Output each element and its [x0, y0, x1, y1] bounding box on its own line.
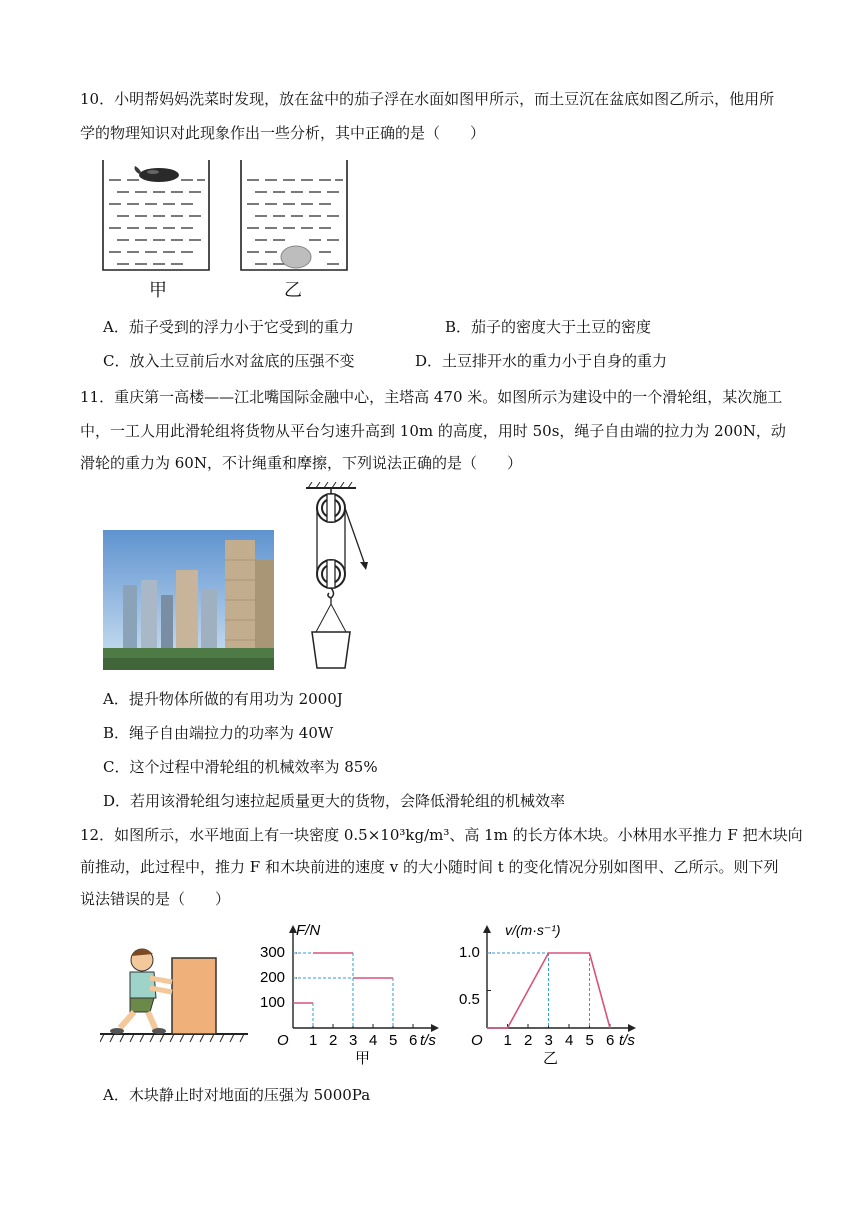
pulley-system-figure [296, 482, 376, 672]
chart-f-xtick-label: 1 [309, 1032, 318, 1049]
q10-option-b[interactable]: B．茄子的密度大于土豆的密度 [445, 318, 652, 336]
chart-f-xlabel: t/s [420, 1032, 436, 1049]
chart-f-xtick-label: 6 [409, 1032, 418, 1049]
q10-basins-figure [95, 158, 360, 303]
chart-v-x-axis-arrow [628, 1024, 636, 1032]
q10-figure-label-b: 乙 [284, 280, 302, 301]
chart-f-xtick-label: 2 [329, 1032, 338, 1049]
chart-f-ytick-300: 300 [260, 944, 286, 961]
chart-v-xtick-label: 3 [544, 1032, 553, 1049]
boy-pushing-block-figure [100, 938, 250, 1048]
chart-v-xtick-label: 4 [565, 1032, 574, 1049]
q12-option-a[interactable]: A．木块静止时对地面的压强为 5000Pa [103, 1086, 371, 1104]
chart-f-caption: 甲 [355, 1050, 371, 1065]
chart-v-xlabel: t/s [619, 1032, 635, 1049]
boy-icon [110, 948, 172, 1034]
skyscraper-photo [103, 530, 274, 670]
chart-f-xtick-label: 4 [369, 1032, 378, 1049]
force-time-chart [255, 915, 445, 1065]
basin-b [241, 160, 347, 270]
q11-option-a[interactable]: A．提升物体所做的有用功为 2000J [103, 690, 343, 708]
q11-line-2: 中，一工人用此滑轮组将货物从平台匀速升高到 10m 的高度，用时 50s，绳子自由端的拉力为 200N，动 [80, 422, 786, 440]
chart-f-ytick-200: 200 [260, 969, 286, 986]
velocity-time-chart [455, 915, 645, 1065]
q10-line-2: 学的物理知识对此现象作出一些分析，其中正确的是（ ） [80, 124, 486, 142]
q11-option-c[interactable]: C．这个过程中滑轮组的机械效率为 85% [103, 758, 378, 776]
chart-f-xtick-label: 5 [389, 1032, 398, 1049]
chart-v-ytick-1.0: 1.0 [459, 944, 480, 961]
chart-v-xtick-label: 1 [503, 1032, 512, 1049]
chart-f-x-axis-arrow [431, 1024, 439, 1032]
q10-option-c[interactable]: C．放入土豆前后水对盆底的压强不变 [103, 352, 355, 370]
q10-option-a[interactable]: A．茄子受到的浮力小于它受到的重力 [103, 318, 354, 336]
q10-figure-label-a: 甲 [149, 280, 167, 301]
q11-option-b[interactable]: B．绳子自由端拉力的功率为 40W [103, 724, 334, 742]
q12-line-1: 12．如图所示，水平地面上有一块密度 0.5×10³kg/m³、高 1m 的长方体木块。小林用水平推力 F 把木块向 [80, 826, 803, 844]
potato-icon [281, 246, 311, 268]
chart-f-ytick-100: 100 [260, 994, 286, 1011]
chart-v-origin: O [471, 1032, 483, 1049]
q10-line-1: 10．小明帮妈妈洗菜时发现，放在盆中的茄子浮在水面如图甲所示，而土豆沉在盆底如图乙所示，他用所 [80, 90, 775, 108]
chart-v-xtick-label: 5 [585, 1032, 594, 1049]
chart-v-y-axis-arrow [483, 925, 491, 933]
eggplant-icon [135, 166, 180, 182]
chart-v-caption: 乙 [543, 1050, 559, 1065]
q10-option-d[interactable]: D．土豆排开水的重力小于自身的重力 [415, 352, 668, 370]
chart-v-xtick-label: 6 [606, 1032, 615, 1049]
q11-line-3: 滑轮的重力为 60N，不计绳重和摩擦，下列说法正确的是（ ） [80, 454, 522, 472]
wooden-block [172, 958, 216, 1034]
chart-v-ytick-0.5: 0.5 [459, 991, 480, 1008]
chart-f-origin: O [277, 1032, 289, 1049]
chart-v-xtick-label: 2 [524, 1032, 533, 1049]
basin-a [103, 160, 209, 270]
chart-f-ylabel: F/N [296, 922, 321, 939]
q11-option-d[interactable]: D．若用该滑轮组匀速拉起质量更大的货物，会降低滑轮组的机械效率 [103, 792, 566, 810]
bucket-icon [312, 632, 350, 668]
q12-line-2: 前推动，此过程中，推力 F 和木块前进的速度 v 的大小随时间 t 的变化情况分别如图甲、乙所示。则下列 [80, 858, 779, 876]
chart-v-ylabel: v/(m·s⁻¹) [505, 922, 561, 938]
q11-line-1: 11．重庆第一高楼——江北嘴国际金融中心，主塔高 470 米。如图所示为建设中的一个滑轮组，某次施工 [80, 388, 783, 406]
q12-line-3: 说法错误的是（ ） [80, 890, 231, 908]
chart-f-xtick-label: 3 [349, 1032, 358, 1049]
